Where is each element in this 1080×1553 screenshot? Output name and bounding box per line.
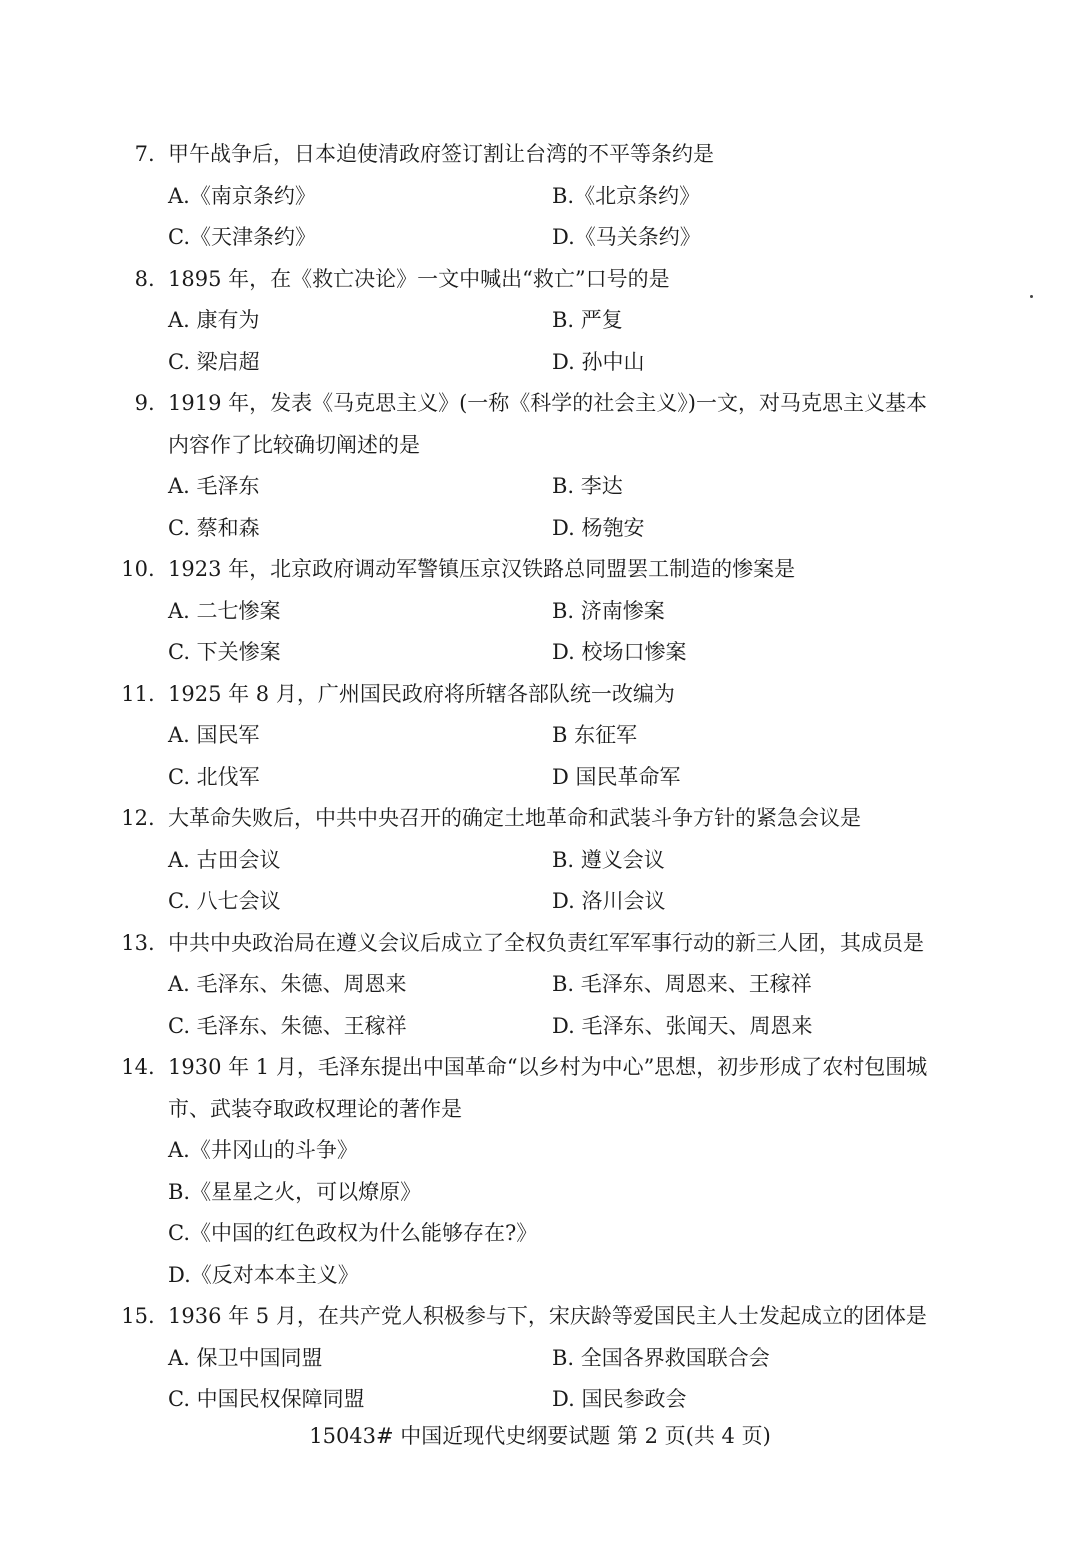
answer-option: C. 八七会议 <box>168 889 281 913</box>
question-text-line: 1925 年 8 月，广州国民政府将所辖各部队统一改编为 <box>168 681 675 706</box>
question-block <box>0 923 1080 1048</box>
question-number: 8. <box>134 266 168 291</box>
answer-options <box>0 591 1080 674</box>
question-text <box>168 923 958 965</box>
question-number: 7. <box>134 142 168 166</box>
answer-options <box>0 1338 1080 1421</box>
question-number: 15. <box>121 1304 168 1328</box>
question-text-line: 市、武装夺取政权理论的著作是 <box>168 1096 462 1121</box>
answer-option: B 东征军 <box>552 723 638 747</box>
question-block <box>0 134 1080 259</box>
question-text-line: 大革命失败后，中共中央召开的确定土地革命和武装斗争方针的紧急会议是 <box>168 806 861 830</box>
question-stem <box>0 923 1080 965</box>
question-stem <box>0 674 1080 716</box>
answer-option: A. 毛泽东、朱德、周恩来 <box>168 972 407 996</box>
question-text <box>168 798 958 840</box>
question-block <box>0 383 1080 549</box>
question-block <box>0 1047 1080 1296</box>
question-text-line: 1936 年 5 月，在共产党人积极参与下，宋庆龄等爱国民主人士发起成立的团体是 <box>168 1304 927 1328</box>
answer-option: C. 毛泽东、朱德、王稼祥 <box>168 1013 407 1038</box>
answer-options <box>0 466 1080 549</box>
page-footer: 15043# 中国近现代史纲要试题 第 2 页(共 4 页) <box>309 1424 771 1448</box>
answer-option: A.《井冈山的斗争》 <box>168 1138 358 1162</box>
answer-option: A. 康有为 <box>168 308 260 332</box>
answer-option: D. 国民参政会 <box>552 1387 687 1411</box>
question-block <box>0 259 1080 384</box>
answer-option: C. 北伐军 <box>168 764 260 789</box>
question-text <box>168 134 958 176</box>
answer-option: D. 校场口惨案 <box>552 640 687 664</box>
answer-option: C. 中国民权保障同盟 <box>168 1387 365 1411</box>
question-number: 13. <box>121 930 168 955</box>
question-text <box>168 1047 958 1130</box>
answer-option: D. 毛泽东、张闻天、周恩来 <box>552 1013 813 1038</box>
question-number: 12. <box>121 806 168 830</box>
question-text-line: 1930 年 1 月，毛泽东提出中国革命“以乡村为中心”思想，初步形成了农村包围城 <box>168 1055 928 1079</box>
answer-option: B. 严复 <box>552 308 623 332</box>
answer-option: B. 全国各界救国联合会 <box>552 1345 770 1370</box>
question-block <box>0 549 1080 674</box>
question-text-line: 甲午战争后，日本迫使清政府签订割让台湾的不平等条约是 <box>168 142 714 166</box>
question-stem <box>0 798 1080 840</box>
question-text <box>168 549 958 591</box>
answer-option: C. 梁启超 <box>168 349 260 374</box>
answer-options <box>0 300 1080 383</box>
answer-option: A.《南京条约》 <box>168 183 316 208</box>
answer-option: D 国民革命军 <box>552 764 681 789</box>
answer-options <box>0 715 1080 798</box>
question-stem <box>0 1296 1080 1338</box>
question-stem <box>0 383 1080 466</box>
answer-option: D. 杨匏安 <box>552 515 645 540</box>
question-stem <box>0 1047 1080 1130</box>
question-stem <box>0 134 1080 176</box>
answer-options <box>0 964 1080 1047</box>
answer-option: B.《北京条约》 <box>552 183 701 208</box>
answer-option: C.《天津条约》 <box>168 225 316 249</box>
answer-option: C.《中国的红色政权为什么能够存在?》 <box>168 1221 538 1245</box>
question-block <box>0 1296 1080 1421</box>
question-text <box>168 674 958 716</box>
answer-option: A. 古田会议 <box>168 847 281 872</box>
answer-option: D.《反对本本主义》 <box>168 1262 359 1287</box>
question-number: 9. <box>134 391 168 415</box>
question-text-line: 1895 年，在《救亡决论》一文中喊出“救亡”口号的是 <box>168 266 670 291</box>
question-text <box>168 1296 958 1338</box>
answer-options <box>0 1130 1080 1296</box>
question-stem <box>0 259 1080 301</box>
answer-option: D. 洛川会议 <box>552 889 666 913</box>
answer-option: A. 国民军 <box>168 723 260 747</box>
question-text-line: 1919 年，发表《马克思主义》(一称《科学的社会主义》)一文，对马克思主义基本 <box>168 391 928 415</box>
answer-options <box>0 176 1080 259</box>
question-number: 14. <box>121 1055 168 1079</box>
answer-option: D.《马关条约》 <box>552 225 701 249</box>
question-block <box>0 674 1080 799</box>
question-list <box>0 134 1080 1421</box>
answer-option: D. 孙中山 <box>552 349 645 374</box>
question-stem <box>0 549 1080 591</box>
question-text <box>168 383 958 466</box>
question-number: 11. <box>121 681 168 706</box>
answer-option: A. 二七惨案 <box>168 598 281 623</box>
question-text-line: 内容作了比较确切阐述的是 <box>168 432 420 457</box>
answer-option: B. 遵义会议 <box>552 847 665 872</box>
answer-option: B. 李达 <box>552 474 623 498</box>
answer-option: A. 毛泽东 <box>168 474 260 498</box>
question-block <box>0 798 1080 923</box>
answer-option: B. 济南惨案 <box>552 598 665 623</box>
question-text-line: 中共中央政治局在遵义会议后成立了全权负责红军军事行动的新三人团，其成员是 <box>168 930 924 955</box>
question-text-line: 1923 年，北京政府调动军警镇压京汉铁路总同盟罢工制造的惨案是 <box>168 557 796 581</box>
question-number: 10. <box>121 557 168 581</box>
answer-option: A. 保卫中国同盟 <box>168 1345 323 1370</box>
answer-options <box>0 840 1080 923</box>
answer-option: B. 毛泽东、周恩来、王稼祥 <box>552 972 812 996</box>
answer-option: C. 蔡和森 <box>168 515 260 540</box>
question-text <box>168 259 958 301</box>
answer-option: B.《星星之火，可以燎原》 <box>168 1179 422 1204</box>
answer-option: C. 下关惨案 <box>168 640 281 664</box>
